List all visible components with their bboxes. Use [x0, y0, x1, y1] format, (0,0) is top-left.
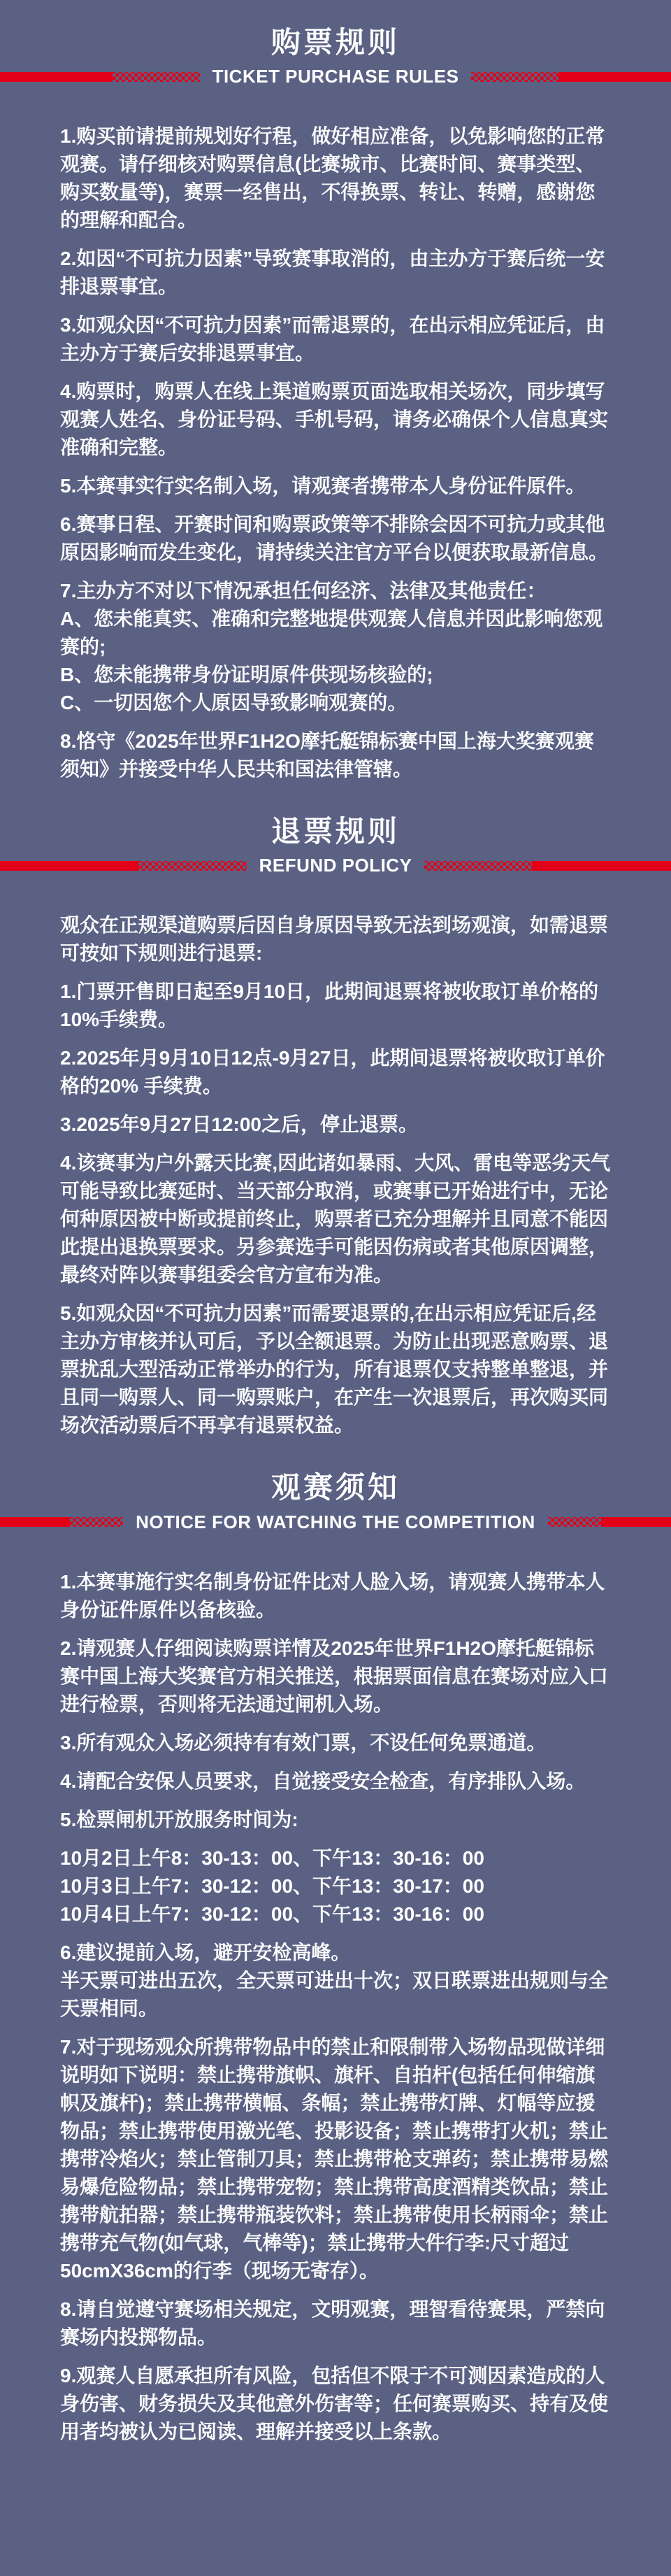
section-body — [0, 911, 671, 1439]
rule-paragraph — [60, 472, 611, 500]
rule-line: C、一切因您个人原因导致影响观赛的。 — [60, 692, 407, 714]
section-title-en: TICKET PURCHASE RULES — [212, 66, 459, 87]
header-checker-right — [471, 72, 558, 82]
rule-paragraph — [60, 1111, 611, 1139]
rule-paragraph — [60, 1806, 611, 1834]
rule-line: 8.恪守《2025年世界F1H2O摩托艇锦标赛中国上海大奖赛观赛须知》并接受中华人民共和国法律管辖。 — [60, 730, 594, 781]
rule-line: 10月2日上午8：30-13：00、下午13：30-16：00 — [60, 1846, 484, 1869]
rule-paragraph — [60, 727, 611, 783]
header-red-bar-left — [0, 1517, 70, 1527]
rule-line: 7.主办方不对以下情况承担任何经济、法律及其他责任： — [60, 580, 547, 602]
rule-paragraph — [60, 245, 611, 301]
section-header-band — [0, 1511, 671, 1533]
rule-paragraph — [60, 1767, 611, 1795]
section-body — [0, 122, 671, 783]
rule-paragraph — [60, 311, 611, 367]
rule-line: 10月3日上午7：30-12：00、下午13：30-17：00 — [60, 1874, 484, 1897]
section-notice-for-watching — [0, 1472, 671, 2445]
rule-paragraph — [60, 2033, 611, 2285]
header-red-bar-right — [601, 1517, 671, 1527]
rule-paragraph — [60, 1635, 611, 1718]
rule-line: 9.观赛人自愿承担所有风险，包括但不限于不可测因素造成的人身伤害、财务损失及其他意外伤害等；任何赛票购买、持有及使用者均被认为已阅读、理解并接受以上条款。 — [60, 2364, 609, 2442]
section-title-cn: 购票规则 — [270, 26, 400, 59]
rule-line: B、您未能携带身份证明原件供现场核验的; — [60, 664, 433, 686]
rule-line: 3.2025年9月27日12:00之后，停止退票。 — [60, 1113, 418, 1136]
rule-line: 6.赛事日程、开赛时间和购票政策等不排除会因不可抗力或其他原因影响而发生变化，请持续关注官方平台以便获取最新信息。 — [60, 513, 609, 564]
section-ticket-purchase-rules — [0, 27, 671, 783]
section-title-en: REFUND POLICY — [259, 855, 412, 876]
rule-paragraph — [60, 378, 611, 462]
section-refund-policy — [0, 816, 671, 1439]
rule-line: 5.本赛事实行实名制入场，请观赛者携带本人身份证件原件。 — [60, 475, 586, 497]
rule-line: 8.请自觉遵守赛场相关规定，文明观赛，理智看待赛果，严禁向赛场内投掷物品。 — [60, 2298, 605, 2348]
header-checker-right — [424, 861, 531, 871]
rule-line: 5.检票闸机开放服务时间为: — [60, 1808, 298, 1830]
header-checker-left — [70, 1517, 124, 1527]
section-title-en: NOTICE FOR WATCHING THE COMPETITION — [136, 1511, 535, 1532]
rule-line: 1.购买前请提前规划好行程，做好相应准备，以免影响您的正常观赛。请仔细核对购票信息(比赛城市、比赛时间、赛事类型、购买数量等)，赛票一经售出，不得换票、转让、转赠，感谢您的理解和配合。 — [60, 125, 605, 232]
rule-paragraph — [60, 978, 611, 1034]
rule-line: 2.请观赛人仔细阅读购票详情及2025年世界F1H2O摩托艇锦标赛中国上海大奖赛官方相关推送，根据票面信息在赛场对应入口进行检票，否则将无法通过闸机入场。 — [60, 1637, 609, 1715]
rule-line: 1.门票开售即日起至9月10日，此期间退票将被收取订单价格的10%手续费。 — [60, 981, 599, 1031]
rule-paragraph — [60, 1729, 611, 1757]
rule-line: 3.如观众因“不可抗力因素”而需退票的，在出示相应凭证后，由主办方于赛后安排退票事宜。 — [60, 314, 605, 364]
rule-line: 4.请配合安保人员要求，自觉接受安全检查，有序排队入场。 — [60, 1770, 586, 1792]
header-red-bar-left — [0, 72, 113, 82]
rule-line: 2.如因“不可抗力因素”导致赛事取消的，由主办方于赛后统一安排退票事宜。 — [60, 248, 605, 298]
section-header-band — [0, 855, 671, 876]
rule-line: 1.本赛事施行实名制身份证件比对人脸入场，请观赛人携带本人身份证件原件以备核验。 — [60, 1570, 605, 1621]
rule-line: 4.该赛事为户外露天比赛,因此诸如暴雨、大风、雷电等恶劣天气可能导致比赛延时、当天部分取消，或赛事已开始进行中，无论何种原因被中断或提前终止，购票者已充分理解并且同意不能因此提出退换票要求。另参赛选手可能因伤病或者其他原因调整，最终对阵以赛事组委会官方宣布为准。 — [60, 1152, 611, 1286]
rule-line: 5.如观众因“不可抗力因素”而需要退票的,在出示相应凭证后,经主办方审核并认可后，予以全额退票。为防止出现恶意购票、退票扰乱大型活动正常举办的行为，所有退票仅支持整单整退，并且同一购票人、同一购票账户，在产生一次退票后，再次购买同场次活动票后不再享有退票权益。 — [60, 1302, 609, 1437]
rule-line: 7.对于现场观众所携带物品中的禁止和限制带入场物品现做详细说明如下说明：禁止携带旗帜、旗杆、自拍杆(包括任何伸缩旗帜及旗杆)；禁止携带横幅、条幅；禁止携带灯牌、灯幅等应援物品；禁止携带使用激光笔、投影设备；禁止携带打火机；禁止携带冷焰火；禁止管制刀具；禁止携带枪支弹药；禁止携带易燃易爆危险物品；禁止携带宠物；禁止携带高度酒精类饮品；禁止携带航拍器；禁止携带瓶装饮料；禁止携带使用长柄雨伞；禁止携带充气物(如气球，气棒等)；禁止携带大件行李:尺寸超过50cmX36cm的行李（现场无寄存）。 — [60, 2035, 609, 2282]
rule-paragraph — [60, 1844, 611, 1928]
rule-paragraph — [60, 511, 611, 567]
rule-paragraph — [60, 1300, 611, 1439]
rule-paragraph — [60, 1568, 611, 1624]
section-body — [0, 1568, 671, 2446]
section-title-cn: 退票规则 — [270, 815, 400, 848]
header-checker-right — [548, 1517, 602, 1527]
rule-paragraph — [60, 2296, 611, 2351]
header-checker-left — [113, 72, 199, 82]
rule-line: A、您未能真实、准确和完整地提供观赛人信息并因此影响您观赛的; — [60, 608, 603, 658]
section-header-band — [0, 66, 671, 87]
rule-line: 6.建议提前入场，避开安检高峰。 — [60, 1941, 351, 1963]
rule-line: 观众在正规渠道购票后因自身原因导致无法到场观演，如需退票可按如下规则进行退票: — [60, 914, 609, 965]
rule-paragraph — [60, 2362, 611, 2446]
rule-paragraph — [60, 1939, 611, 2023]
rule-paragraph — [60, 911, 611, 967]
rule-paragraph — [60, 122, 611, 234]
rule-paragraph — [60, 1044, 611, 1100]
rule-line: 2.2025年月9月10日12点-9月27日，此期间退票将被收取订单价格的20% 手续费。 — [60, 1047, 605, 1097]
rule-line: 10月4日上午7：30-12：00、下午13：30-16：00 — [60, 1902, 484, 1925]
rule-line: 4.购票时，购票人在线上渠道购票页面选取相关场次，同步填写观赛人姓名、身份证号码、手机号码，请务必确保个人信息真实准确和完整。 — [60, 380, 609, 459]
section-title-cn: 观赛须知 — [270, 1471, 400, 1504]
header-red-bar-right — [558, 72, 671, 82]
header-checker-left — [139, 861, 246, 871]
rule-paragraph — [60, 577, 611, 717]
header-red-bar-left — [0, 861, 139, 871]
rule-line: 半天票可进出五次，全天票可进出十次；双日联票进出规则与全天票相同。 — [60, 1969, 609, 2019]
rule-line: 3.所有观众入场必须持有有效门票，不设任何免票通道。 — [60, 1731, 547, 1753]
header-red-bar-right — [532, 861, 671, 871]
rule-paragraph — [60, 1149, 611, 1289]
